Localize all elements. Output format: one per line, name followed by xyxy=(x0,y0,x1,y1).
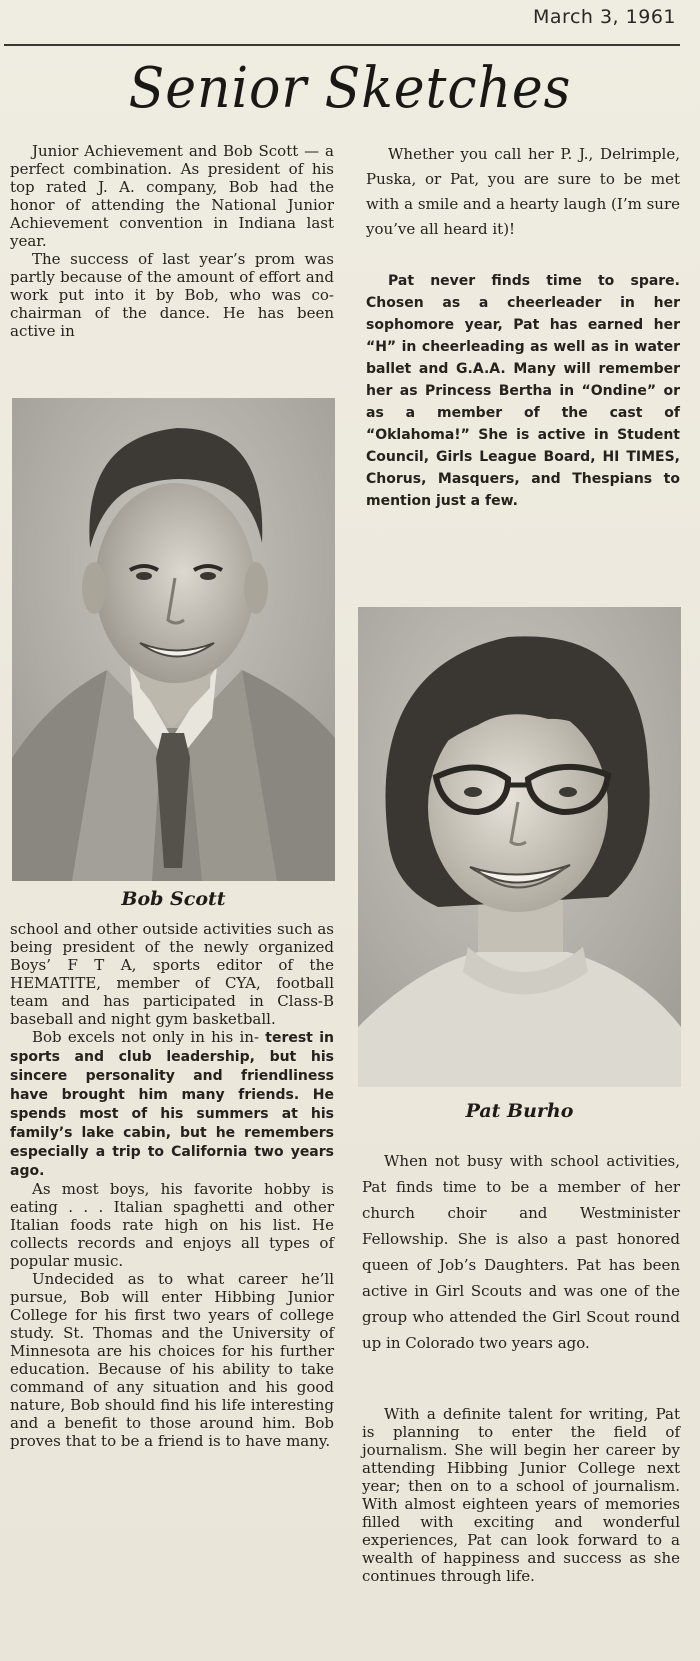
pat-intro-paragraph: Whether you call her P. J., Delrimple, Puska, or Pat, you are sure to be met with a smile and a hearty laugh (I’m sure you’ve all heard it)! xyxy=(366,145,680,238)
bob-portrait-drawing xyxy=(12,398,335,881)
bob-activities-paragraph: school and other outside activities such as being president of the newly organized Boys’ F T A, sports editor of the HEMATITE, member of CYA, football team and has participated in Class-B baseball and night gym basketball. xyxy=(10,920,334,1028)
bob-scott-portrait xyxy=(12,398,335,881)
bob-career-paragraph: Undecided as to what career he’ll pursue, Bob will enter Hibbing Junior College for his first two years of college study. St. Thomas and the University of Minnesota are his choices for his further education. Because of his ability to take command of any situation and his good nature, Bob should find his life interesting and a benefit to those around him. Bob proves that to be a friend is to have many. xyxy=(10,1270,334,1450)
bob-excels-lead: Bob excels not only in his in- xyxy=(32,1028,260,1046)
pat-burho-portrait xyxy=(358,607,681,1087)
bob-continued-column xyxy=(10,920,334,1450)
bob-prom-paragraph: The success of last year’s prom was partly because of the amount of effort and work put into it by Bob, who was co-chairman of the dance. He has been active in xyxy=(10,250,334,340)
pat-activities-column xyxy=(366,270,680,512)
bob-hobby-paragraph: As most boys, his favorite hobby is eating . . . Italian spaghetti and other Italian foods rate high on his list. He collects records and enjoys all types of popular music. xyxy=(10,1180,334,1270)
pat-continued-column xyxy=(362,1148,680,1368)
pat-photo-caption: Pat Burho xyxy=(465,1100,574,1122)
bob-excels-bold: terest in sports and club leadership, but his sincere personality and friendliness have brought him many friends. He spends most of his summers at his family’s lake cabin, but he remembers especially a trip to California two years ago. xyxy=(10,1030,334,1179)
pat-career-column xyxy=(362,1405,680,1585)
pat-activities-paragraph: Pat never finds time to spare. Chosen as a cheerleader in her sophomore year, Pat has earned her “H” in cheerleading as well as in water ballet and G.A.A. Many will remember her as Princess Bertha in “Ondine” or as a member of the cast of “Oklahoma!” She is active in Student Council, Girls League Board, HI TIMES, Chorus, Masquers, and Thespians to mention just a few. xyxy=(366,273,680,509)
pat-church-paragraph: When not busy with school activities, Pat finds time to be a member of her church choir and Westminister Fellowship. She is also a past honored queen of Job’s Daughters. Pat has been active in Girl Scouts and was one of the group who attended the Girl Scout round up in Colorado two years ago. xyxy=(362,1152,680,1352)
bob-photo-caption: Bob Scott xyxy=(121,888,226,910)
bob-intro-column xyxy=(10,142,334,340)
bob-intro-paragraph: Junior Achievement and Bob Scott — a perfect combination. As president of his top rated J. A. company, Bob had the honor of attending the National Junior Achievement convention in Indiana last year. xyxy=(10,142,334,250)
pat-intro-column xyxy=(366,142,680,254)
pat-portrait-drawing xyxy=(358,607,681,1087)
issue-date: March 3, 1961 xyxy=(533,6,676,28)
pat-career-paragraph: With a definite talent for writing, Pat is planning to enter the field of journalism. She will begin her career by attending Hibbing Junior College next year; then on to a school of journalism. With almost eighteen years of memories filled with exciting and wonderful experiences, Pat can look forward to a wealth of happiness and success as she continues through life. xyxy=(362,1405,680,1585)
bob-excels-paragraph xyxy=(10,1028,334,1180)
page-title: Senior Sketches xyxy=(128,56,572,121)
header-rule xyxy=(4,44,680,46)
